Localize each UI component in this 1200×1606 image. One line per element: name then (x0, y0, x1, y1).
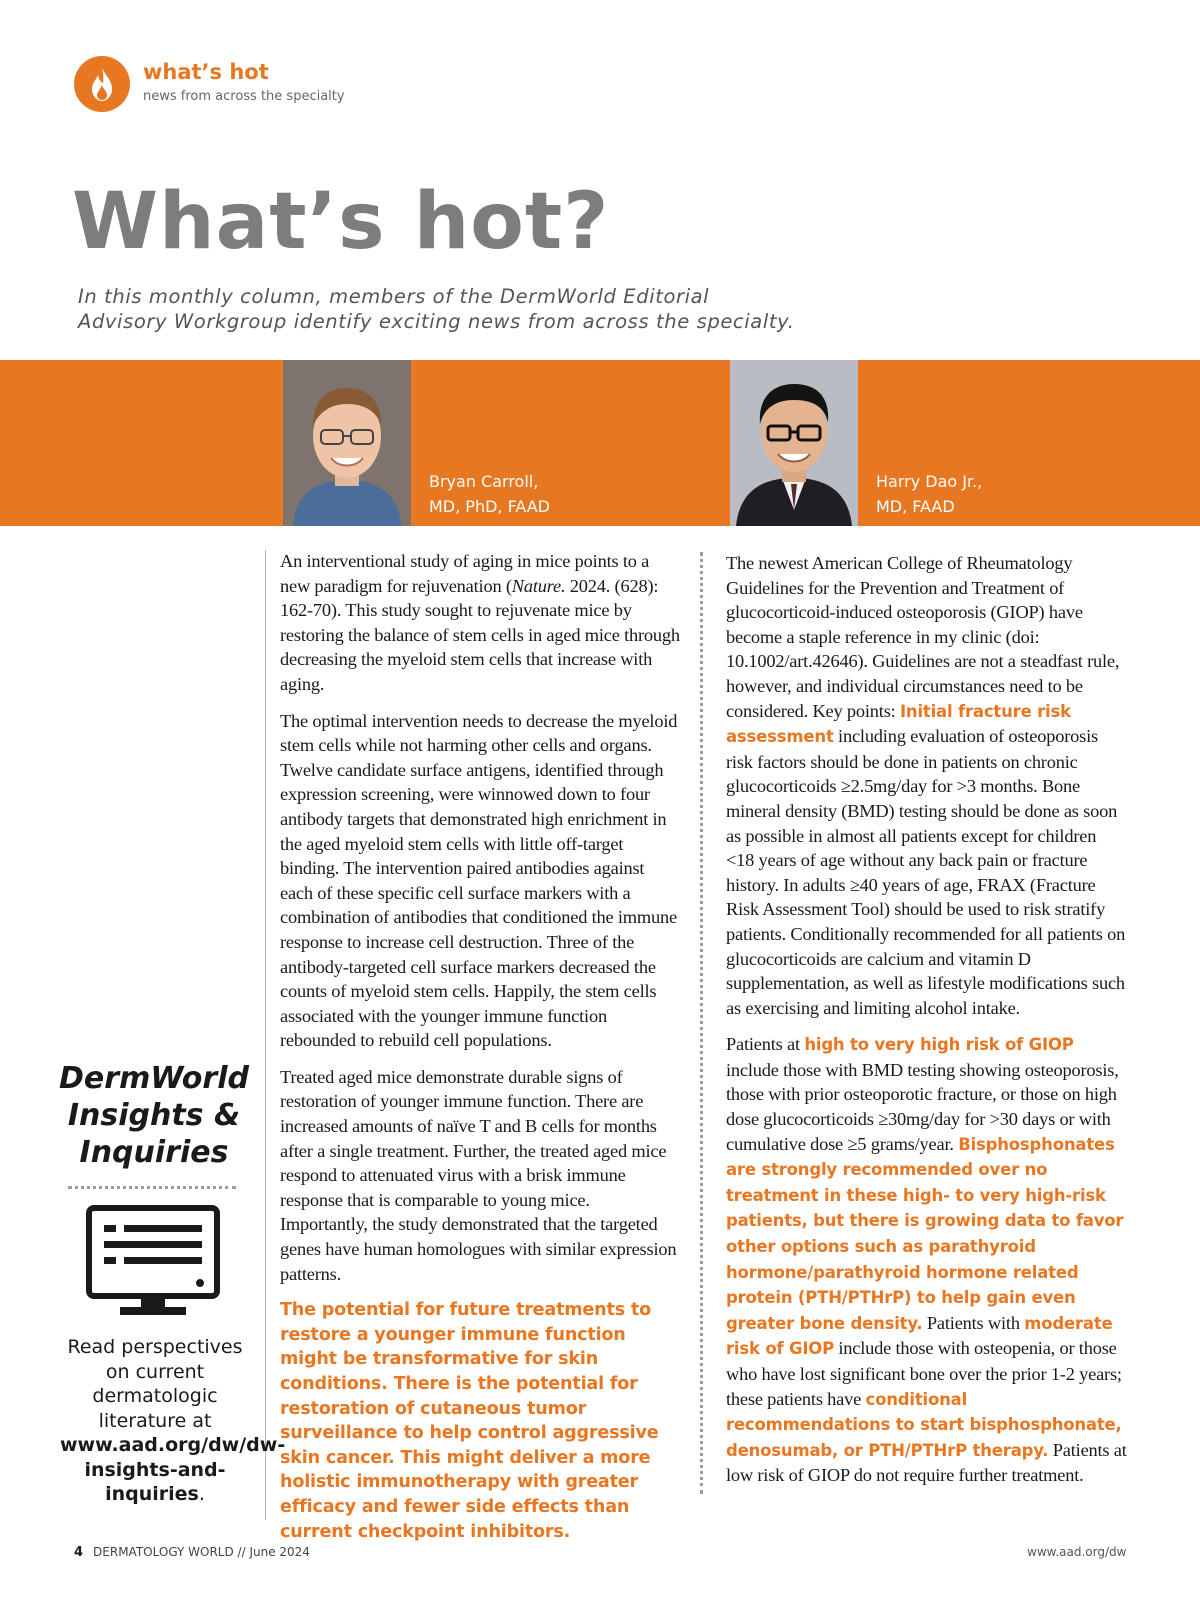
text-run: including evaluation of osteoporosis risk factors should be done in patients on chronic glucocorticoids ≥2.5mg/day for >3 months. Bone mineral density (BMD) testing should be done as soon as possible in almost all patients except for children <18 years of age without any back pain or fracture history. In adults ≥40 years of age, FRAX (Fracture Risk Assessment Tool) should be used to risk stratify patients. Conditionally recommended for all patients on glucocorticoids are calcium and vitamin D supplementation, as well as lifestyle modifications such as exercising and limiting alcohol intake. (726, 726, 1126, 1018)
flame-icon (74, 56, 130, 112)
footer-publication (74, 1545, 310, 1560)
text-run: include those with BMD testing showing osteoporosis, those with prior osteoporotic fracture, or those on high dose glucocorticoids ≥30mg/day for >30 days or with cumulative dose ≥5 grams/year. (726, 1059, 1119, 1154)
text-run: include those with osteopenia, or those who have lost significant bone over the prior 1-2 years; these patients have (726, 1338, 1122, 1409)
section-subtitle: news from across the specialty (143, 89, 345, 104)
column-rule (265, 550, 266, 1520)
article-column-carroll (280, 549, 680, 1556)
section-kicker: what’s hot (143, 60, 269, 84)
paragraph: Treated aged mice demonstrate durable signs of restoration of younger immune function. There are increased amounts of naïve T and B cells for months after a single treatment. Further, the treated aged mice respond to attenuated virus with a brisk immune response that is comparable to young mice. Importantly, the study demonstrated that the targeted genes have human homologues with similar expression patterns. (280, 1066, 677, 1284)
author-photo (283, 360, 411, 526)
journal-name: Nature. (511, 575, 566, 596)
article-column-dao (726, 551, 1128, 1500)
sidebar-link[interactable]: www.aad.org/dw/dw-insights-and-inquiries (60, 1434, 286, 1505)
author-name-line: Bryan Carroll, (429, 472, 539, 491)
text-run: The newest American College of Rheumatology Guidelines for the Prevention and Treatment of glucocorticoid-induced osteoporosis (GIOP) have become a staple reference in my clinic (doi: 10.1002/art.42646). Guidelines are not a steadfast rule, however, and individual circumstances need to be considered. Key points: (726, 553, 1120, 721)
paragraph (726, 551, 1128, 1020)
highlight: high to very high risk of GIOP (804, 1035, 1074, 1055)
highlight: Bisphosphonates are strongly recommended over no treatment in these high- to very high-risk patients, but there is growing data to favor other options such as parathyroid hormone/parathyroid hormone related protein (PTH/PTHrP) to help gain even greater bone density. (726, 1134, 1124, 1333)
author-credentials: MD, PhD, FAAD (429, 497, 550, 516)
intro-line: In this monthly column, members of the DermWorld Editorial (78, 285, 710, 308)
text-run: An interventional study of aging in mice points to a new paradigm for rejuvenation ( (280, 551, 650, 596)
intro-line: Advisory Workgroup identify exciting news from across the specialty. (78, 310, 795, 333)
column-divider (700, 552, 703, 1494)
pull-quote: The potential for future treatments to restore a younger immune function might be transformative for skin conditions. There is the potential for restoration of cutaneous tumor surveillance to help control aggressive skin cancer. This might deliver a more holistic immunotherapy with greater efficacy and fewer side effects than current checkpoint inhibitors. (280, 1300, 659, 1542)
highlight: Initial fracture risk assessment (726, 701, 1071, 747)
text-run: Patients at (726, 1034, 805, 1055)
paragraph (280, 549, 680, 697)
sidebar-title-line: Insights & (67, 1098, 241, 1133)
publication-name: DERMATOLOGY WORLD // June 2024 (93, 1545, 310, 1559)
sidebar-title (54, 1060, 254, 1171)
author-name (876, 469, 982, 519)
text-run: Patients at low risk of GIOP do not require further treatment. (726, 1439, 1127, 1486)
highlight: conditional recommendations to start bisphosphonate, denosumab, or PTH/PTHrP therapy. (726, 1389, 1122, 1460)
author-photo (730, 360, 858, 526)
footer-url[interactable]: www.aad.org/dw (1027, 1545, 1127, 1559)
page-title: What’s hot? (72, 177, 610, 267)
text-run: Patients with (922, 1312, 1025, 1333)
sidebar-title-line: DermWorld (59, 1061, 249, 1096)
monitor-icon (86, 1205, 220, 1321)
page-number: 4 (74, 1545, 84, 1560)
intro-text (78, 284, 838, 334)
paragraph: The optimal intervention needs to decrease the myeloid stem cells while not harming other cells and organs. Twelve candidate surface antigens, identified through expression screening, were winnowed down to four antibody targets that demonstrated high enrichment in the aged myeloid stem cells with little off-target binding. The intervention paired antibodies against each of these specific cell surface markers with a combination of antibodies that conditioned the immune response to increase cell destruction. Three of the antibody-targeted cell surface markers decreased the counts of myeloid stem cells. Happily, the stem cells associated with the younger immune function rebounded to rebuild cell populations. (280, 710, 678, 1051)
text-run: Read perspectives on current dermatologic literature at (67, 1336, 243, 1432)
sidebar-divider (68, 1186, 236, 1189)
author-name-line: Harry Dao Jr., (876, 472, 983, 491)
highlight: moderate risk of GIOP (726, 1313, 1113, 1359)
paragraph (726, 1032, 1128, 1488)
author-name (429, 469, 550, 519)
text-run: . (198, 1483, 205, 1505)
author-credentials: MD, FAAD (876, 497, 955, 516)
sidebar-text (60, 1335, 286, 1507)
text-run: 2024. (628): 162-70). This study sought to rejuvenate mice by restoring the balance of stem cells in aged mice through decreasing the myeloid stem cells that increase with aging. (280, 575, 680, 694)
sidebar-title-line: Inquiries (79, 1135, 229, 1170)
author-band (0, 360, 1200, 526)
